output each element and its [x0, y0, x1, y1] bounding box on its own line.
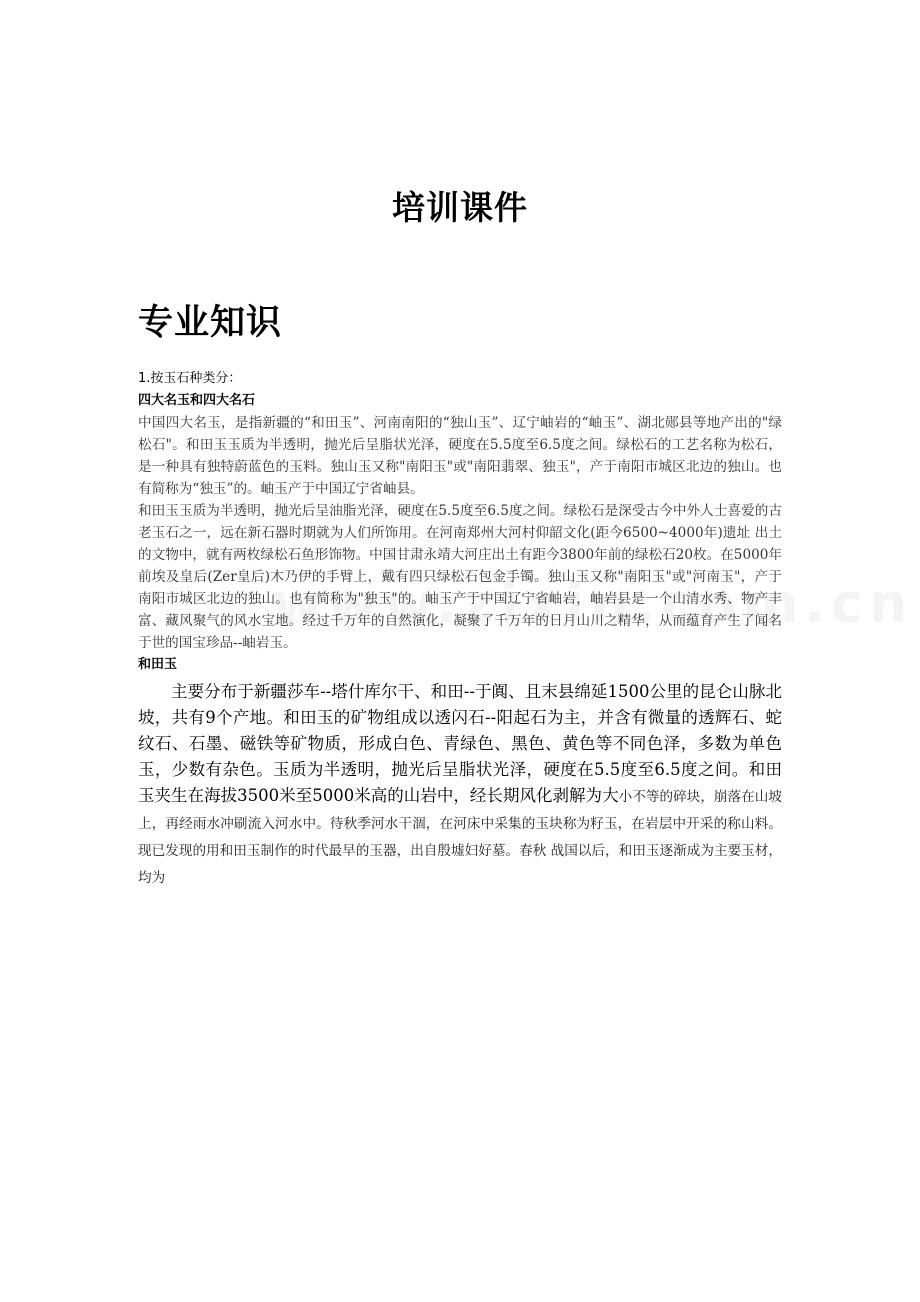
paragraph-hetian-jade [138, 679, 782, 891]
classification-label: 1.按玉石种类分： [138, 371, 242, 386]
document-body [138, 368, 782, 891]
section-title: 专业知识 [138, 303, 283, 343]
paragraph-four-jades-detail: 和田玉玉质为半透明，抛光后呈油脂光泽，硬度在5.5度至6.5度之间。绿松石是深受古今中外人士喜爱的古老玉石之一，远在新石器时期就为人们所饰用。在河南郑州大河村仰韶文化(距今6500~4000年)遗址 出土的文物中，就有两枚绿松石鱼形饰物。中国甘肃永靖大河庄出土有距今3800年前的绿松石20枚。在5000年前埃及皇后(Zer皇后)木乃伊的手臂上，戴有四只绿松石包金手镯。独山玉又称"南阳玉"或"河南玉"，产于南阳市城区北边的独山。也有简称为"独玉"的。岫玉产于中国辽宁省岫岩，岫岩县是一个山清水秀、物产丰富、藏风聚气的风水宝地。经过千万年的自然演化，凝聚了千万年的日月山川之精华，从而蕴育产生了闻名于世的国宝珍品--岫岩玉。 [138, 503, 782, 651]
document-title: 培训课件 [392, 188, 528, 227]
subheading-four-famous-jades: 四大名玉和四大名石 [138, 393, 256, 408]
paragraph-hetian-jade-main: 主要分布于新疆莎车--塔什库尔干、和田--于阗、且末县绵延1500公里的昆仑山脉北坡，共有9个产地。和田玉的矿物组成以透闪石--阳起石为主，并含有微量的透辉石、蛇纹石、石墨、磁铁等矿物质，形成白色、青绿色、黑色、黄色等不同色泽，多数为单色玉，少数有杂色。玉质为半透明，抛光后呈脂状光泽，硬度在5.5度至6.5度之间。和田玉夹生在海拔3500米至5000米高的山岩中，经长期风化剥解为大 [138, 682, 782, 805]
paragraph-hetian-jade-tail: 小不等的碎块，崩落在山坡上，再经雨水冲刷流入河水中。待秋季河水干涸，在河床中采集的玉块称为籽玉，在岩层中开采的称山料。现已发现的用和田玉制作的时代最早的玉器，出自殷墟妇好墓。春秋 战国以后，和田玉逐渐成为主要玉材，均为 [138, 789, 782, 886]
subheading-hetian-jade: 和田玉 [138, 657, 178, 672]
paragraph-four-jades-intro: 中国四大名玉，是指新疆的“和田玉”、河南南阳的“独山玉”、辽宁岫岩的“岫玉”、湖北郧县等地产出的"绿松石"。和田玉玉质为半透明，抛光后呈脂状光泽，硬度在5.5度至6.5度之间。绿松石的工艺名称为松石，是一种具有独特蔚蓝色的玉料。独山玉又称"南阳玉"或"南阳翡翠、独玉"，产于南阳市城区北边的独山。也有简称为“独玉”的。岫玉产于中国辽宁省岫县。 [138, 415, 782, 497]
